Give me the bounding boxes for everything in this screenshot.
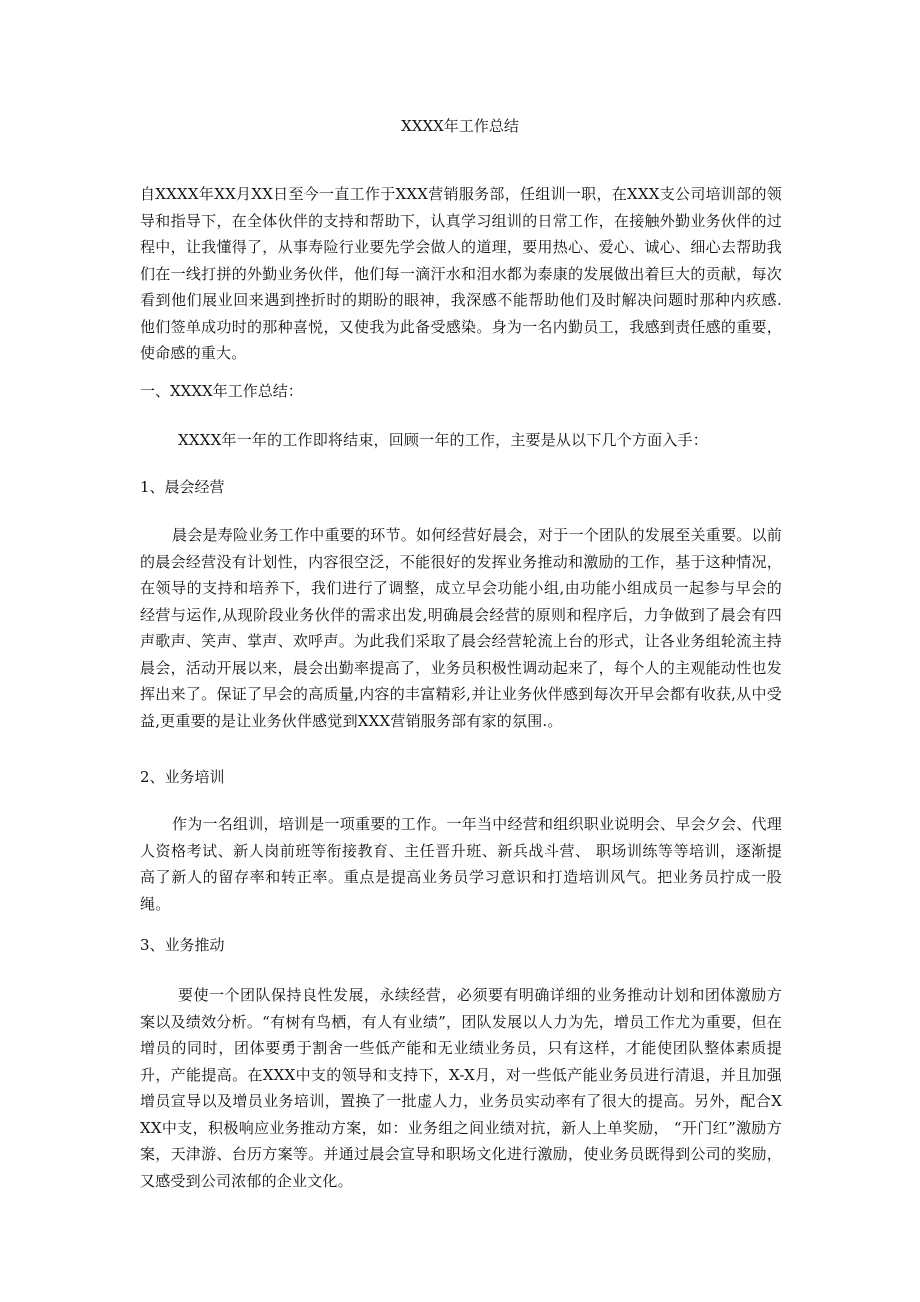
item-body-training: 作为一名组训，培训是一项重要的工作。一年当中经营和组织职业说明会、早会夕会、代理人资格考试、新人岗前班等衔接教育、主任晋升班、新兵战斗营、 职场训练等等培训，逐渐提高了新人的留存率和转正率。重点是提高业务员学习意识和打造培训风气。把业务员拧成一股绳。	[140, 815, 782, 913]
item-heading-training: 2、业务培训	[140, 768, 225, 786]
section-heading: 一、XXXX年工作总结：	[140, 382, 303, 400]
item-body-business-push: 要使一个团队保持良性发展，永续经营，必须要有明确详细的业务推动计划和团体激励方案以及绩效分析。“有树有鸟栖，有人有业绩”，团队发展以人力为先，增员工作尤为重要，但在增员的同时，团体要勇于割舍一些低产能和无业绩业务员，只有这样，才能使团队整体素质提升，产能提高。在XXX中支的领导和支持下，X-X月，对一些低产能业务员进行清退，并且加强增员宣导以及增员业务培训，置换了一批虚人力，业务员实动率有了很大的提高。另外，配合XXX中支，积极响应业务推动方案，如：业务组之间业绩对抗，新人上单奖励， “开门红”激励方案，天津游、台历方案等。并通过晨会宣导和职场文化进行激励，使业务员既得到公司的奖励，又感受到公司浓郁的企业文化。	[140, 986, 782, 1190]
intro-paragraph: 自XXXX年XX月XX日至今一直工作于XXX营销服务部，任组训一职，在XXX支公司培训部的领导和指导下，在全体伙伴的支持和帮助下，认真学习组训的日常工作，在接触外勤业务伙伴的过程中，让我懂得了，从事寿险行业要先学会做人的道理，要用热心、爱心、诚心、细心去帮助我们在一线打拼的外勤业务伙伴，他们每一滴汗水和泪水都为泰康的发展做出着巨大的贡献，每次看到他们展业回来遇到挫折时的期盼的眼神，我深感不能帮助他们及时解决问题时那种内疚感. 他们签单成功时的那种喜悦，又使我为此备受感染。身为一名内勤员工，我感到责任感的重要，使命感的重大。	[140, 185, 782, 362]
item-heading-morning-meeting: 1、晨会经营	[140, 478, 225, 496]
item-body-morning-meeting: 晨会是寿险业务工作中重要的环节。如何经营好晨会，对于一个团队的发展至关重要。以前的晨会经营没有计划性，内容很空泛，不能很好的发挥业务推动和激励的工作，基于这种情况，在领导的支持和培养下，我们进行了调整，成立早会功能小组,由功能小组成员一起参与早会的经营与运作,从现阶段业务伙伴的需求出发,明确晨会经营的原则和程序后，力争做到了晨会有四声歌声、笑声、掌声、欢呼声。为此我们采取了晨会经营轮流上台的形式，让各业务组轮流主持晨会，活动开展以来，晨会出勤率提高了，业务员积极性调动起来了，每个人的主观能动性也发挥出来了。保证了早会的高质量,内容的丰富精彩,并让业务伙伴感到每次开早会都有收获,从中受益,更重要的是让业务伙伴感觉到XXX营销服务部有家的氛围.。	[140, 526, 782, 730]
item-heading-business-push: 3、业务推动	[140, 936, 225, 954]
document-title: XXXX年工作总结	[401, 117, 519, 135]
section-lead-paragraph: XXXX年一年的工作即将结束，回顾一年的工作，主要是从以下几个方面入手：	[178, 431, 708, 449]
